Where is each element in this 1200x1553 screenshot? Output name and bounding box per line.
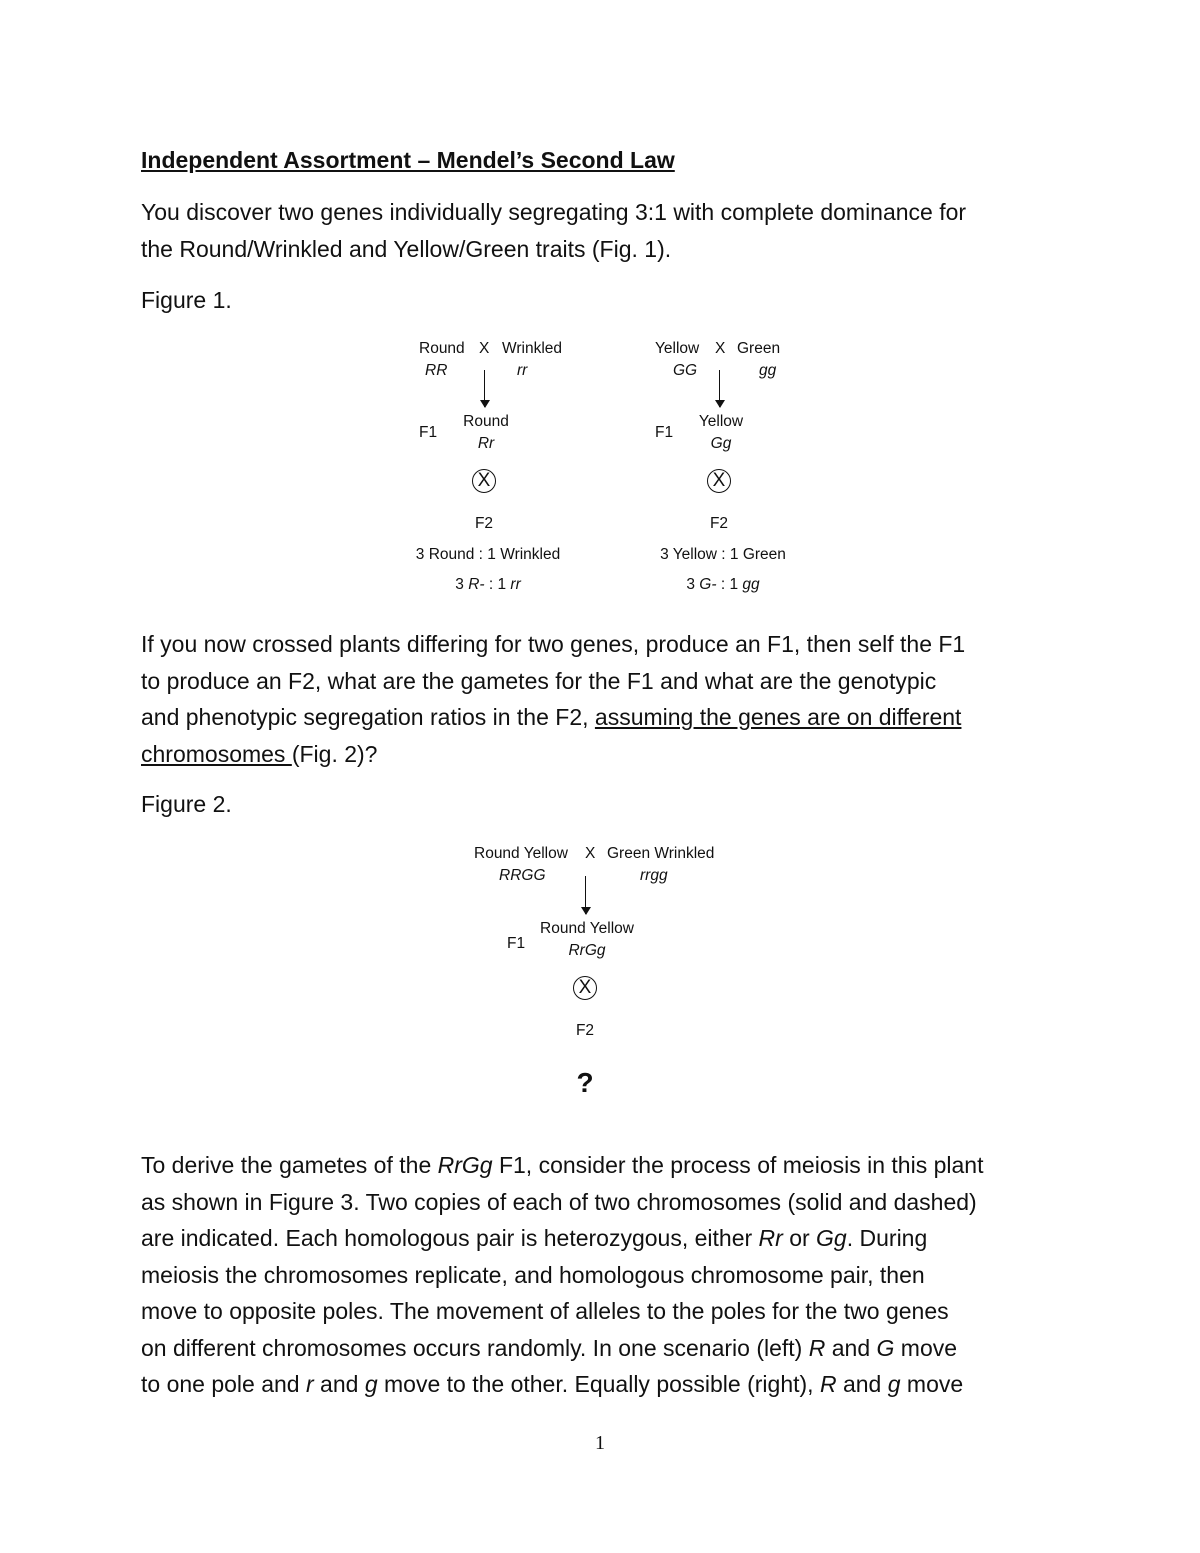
phenotypic-ratio: 3 Yellow : 1 Green xyxy=(660,546,786,563)
derive-line: move to opposite poles. The movement of alleles to the poles for the two genes xyxy=(141,1298,949,1324)
cross-symbol: X xyxy=(479,340,490,357)
page-title: Independent Assortment – Mendel’s Second Law xyxy=(141,147,675,173)
parent-phenotype: Round Yellow xyxy=(474,845,568,862)
intro-paragraph xyxy=(141,194,966,267)
figure2-label: Figure 2. xyxy=(141,791,232,817)
derive-line: are indicated. Each homologous pair is heterozygous, either Rr or Gg. During xyxy=(141,1225,928,1251)
parent-genotype: RRGG xyxy=(499,867,546,884)
question-paragraph xyxy=(141,626,965,772)
f1-label: F1 xyxy=(655,424,674,441)
parent-phenotype: Green xyxy=(737,340,781,357)
question-line: chromosomes (Fig. 2)? xyxy=(141,740,378,767)
cross-symbol: X xyxy=(585,845,596,862)
parent-phenotype: Yellow xyxy=(655,340,700,357)
f2-label: F2 xyxy=(575,1022,595,1039)
f1-genotype: RrGg xyxy=(568,942,606,959)
derive-line: as shown in Figure 3. Two copies of each of two chromosomes (solid and dashed) xyxy=(141,1188,977,1215)
derive-line: meiosis the chromosomes replicate, and homologous chromosome pair, then xyxy=(141,1261,925,1288)
parent-genotype: GG xyxy=(673,362,698,379)
f2-label: F2 xyxy=(709,515,729,532)
intro-line: the Round/Wrinkled and Yellow/Green traits (Fig. 1). xyxy=(141,235,672,262)
f1-label: F1 xyxy=(507,935,526,952)
derive-paragraph xyxy=(141,1147,983,1403)
parent-genotype: rr xyxy=(517,362,528,379)
derive-line: to one pole and r and g move to the other. Equally possible (right), R and g move xyxy=(141,1371,964,1397)
self-cross-icon: X xyxy=(573,976,597,1000)
f1-phenotype: Round xyxy=(463,413,509,430)
phenotypic-ratio: 3 Round : 1 Wrinkled xyxy=(415,546,561,563)
question-line: and phenotypic segregation ratios in the F2, assuming the genes are on different xyxy=(141,704,962,730)
parent-genotype: rrgg xyxy=(640,867,668,884)
self-cross-icon: X xyxy=(707,469,731,493)
parent-phenotype: Round xyxy=(419,340,465,357)
down-arrow-icon xyxy=(719,370,720,407)
f1-genotype: Rr xyxy=(477,435,495,452)
f1-phenotype: Round Yellow xyxy=(540,920,634,937)
parent-phenotype: Wrinkled xyxy=(502,340,563,357)
figure1-label: Figure 1. xyxy=(141,287,232,313)
unknown-f2-result: ? xyxy=(576,1067,594,1098)
down-arrow-icon xyxy=(484,370,485,407)
derive-line: on different chromosomes occurs randomly. In one scenario (left) R and G move xyxy=(141,1334,958,1361)
derive-line: To derive the gametes of the RrGg F1, consider the process of meiosis in this plant xyxy=(141,1152,984,1178)
parent-genotype: RR xyxy=(425,362,448,379)
intro-line: You discover two genes individually segregating 3:1 with complete dominance for xyxy=(141,199,967,225)
question-line: If you now crossed plants differing for two genes, produce an F1, then self the F1 xyxy=(141,631,966,657)
genotypic-ratio: 3 G- : 1 gg xyxy=(686,576,760,593)
f1-genotype: Gg xyxy=(710,435,732,452)
cross-symbol: X xyxy=(715,340,726,357)
f1-label: F1 xyxy=(419,424,438,441)
question-line: to produce an F2, what are the gametes for the F1 and what are the genotypic xyxy=(141,667,937,694)
genotypic-ratio: 3 R- : 1 rr xyxy=(455,576,521,593)
self-cross-icon: X xyxy=(472,469,496,493)
down-arrow-icon xyxy=(585,876,586,914)
page-number: 1 xyxy=(595,1432,605,1454)
f1-phenotype: Yellow xyxy=(698,413,744,430)
parent-genotype: gg xyxy=(759,362,777,379)
parent-phenotype: Green Wrinkled xyxy=(607,845,715,862)
f2-label: F2 xyxy=(474,515,494,532)
